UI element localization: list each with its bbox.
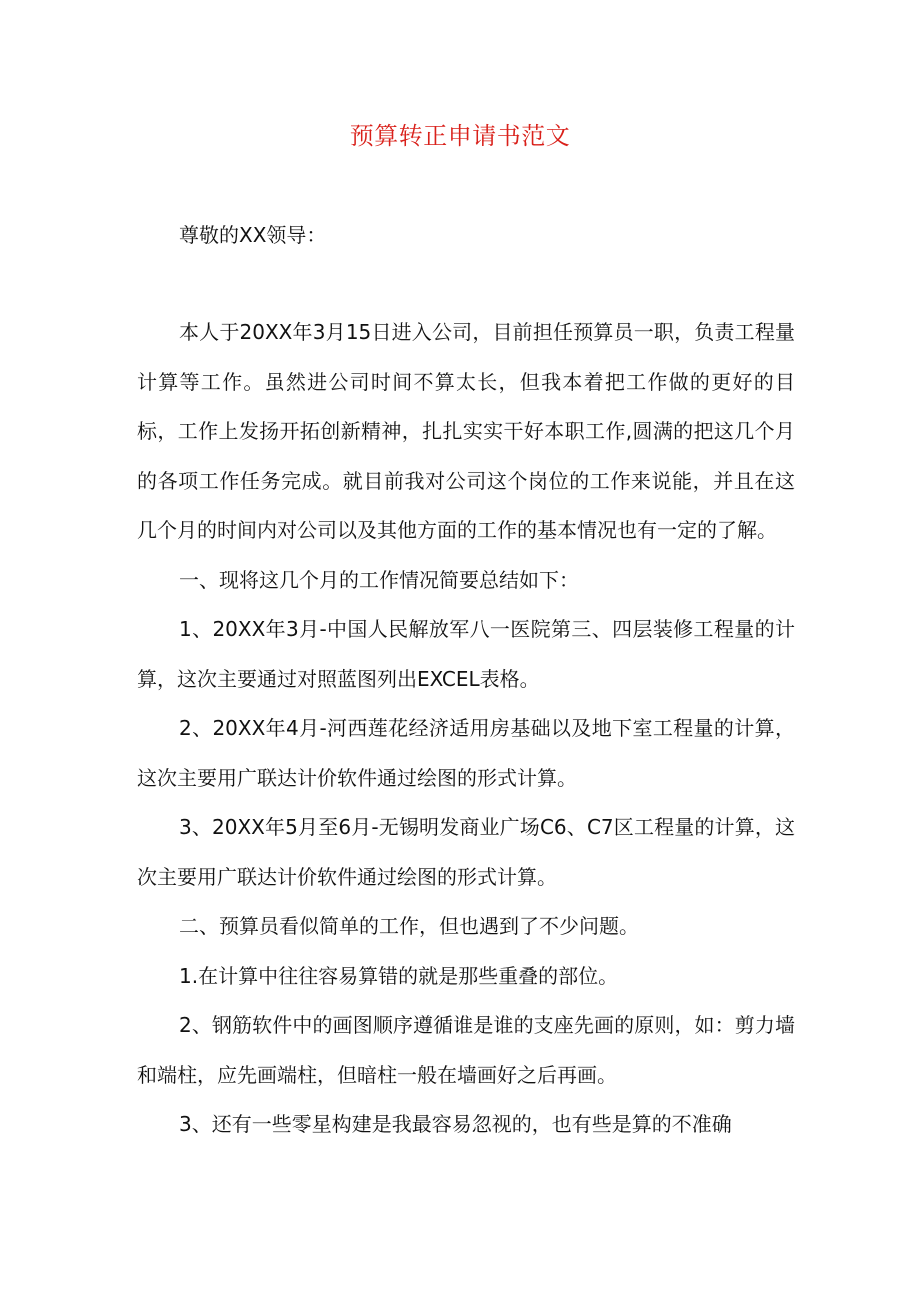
paragraph-section-two-heading: 二、预算员看似简单的工作，但也遇到了不少问题。	[179, 914, 639, 938]
document-title: 预算转正申请书范文	[349, 122, 571, 150]
paragraph-section-one-heading: 一、现将这几个月的工作情况简要总结如下：	[179, 567, 579, 592]
paragraph-item-2: 2、20XX年4月-河西莲花经济适用房基础以及地下室工程量的计算，这次主要用广联达计价软件通过绘图的形式计算。	[137, 716, 795, 790]
paragraph-problem-3: 3、还有一些零星构建是我最容易忽视的，也有些是算的不准确	[179, 1112, 732, 1136]
paragraph-problem-1: 1.在计算中往往容易算错的就是那些重叠的部位。	[179, 963, 619, 988]
paragraph-item-1: 1、20XX年3月-中国人民解放军八一医院第三、四层装修工程量的计算，这次主要通过对照蓝图列出EXCEL表格。	[137, 617, 795, 691]
paragraph-item-3: 3、20XX年5月至6月-无锡明发商业广场C6、C7区工程量的计算，这次主要用广联达计价软件通过绘图的形式计算。	[137, 815, 795, 889]
salutation: 尊敬的XX领导：	[179, 223, 327, 247]
document-body	[137, 308, 795, 1150]
paragraph-problem-2: 2、钢筋软件中的画图顺序遵循谁是谁的支座先画的原则，如：剪力墙和端柱，应先画端柱，但暗柱一般在墙画好之后再画。	[137, 1013, 795, 1087]
paragraph-intro: 本人于20XX年3月15日进入公司，目前担任预算员一职，负责工程量计算等工作。虽然进公司时间不算太长，但我本着把工作做的更好的目标，工作上发扬开拓创新精神，扎扎实实干好本职工作,圆满的把这几个月的各项工作任务完成。就目前我对公司这个岗位的工作来说能，并且在这几个月的时间内对公司以及其他方面的工作的基本情况也有一定的了解。	[137, 320, 795, 542]
